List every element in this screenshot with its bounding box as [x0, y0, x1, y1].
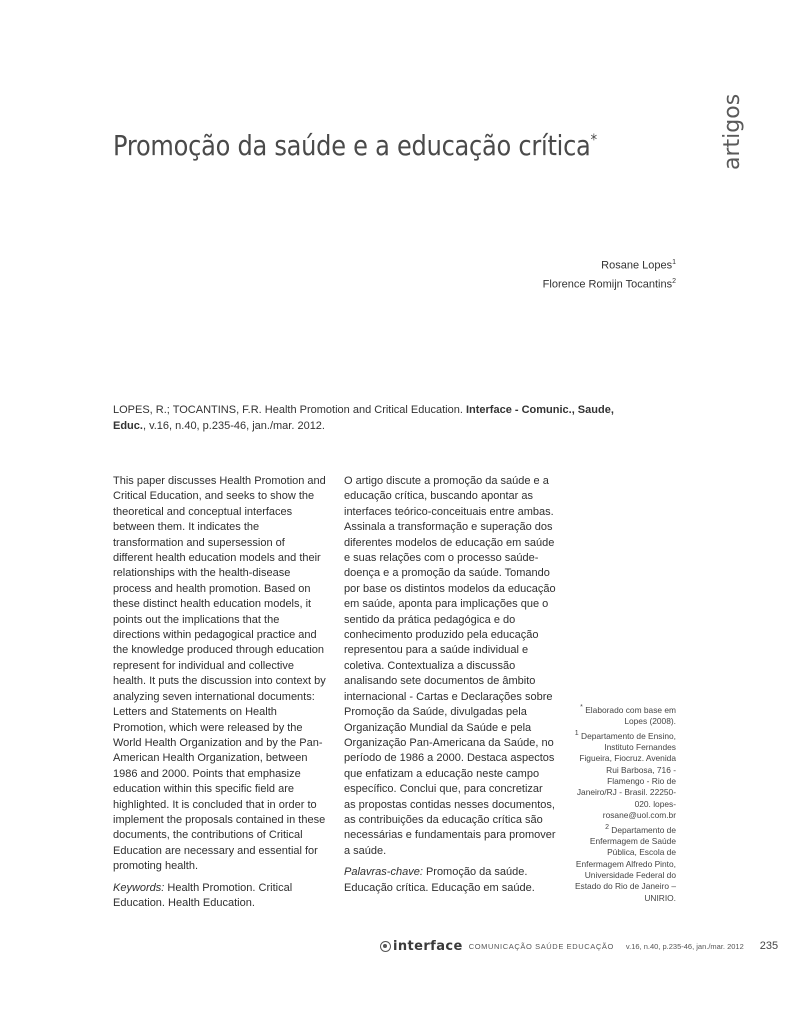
footnote-mark: * — [580, 704, 583, 711]
citation — [113, 402, 633, 434]
page-footer — [380, 938, 778, 954]
footnote-mark: 2 — [605, 823, 609, 831]
keywords-label: Palavras-chave: — [344, 866, 423, 879]
journal-subtitle: COMUNICAÇÃO SAÚDE EDUCAÇÃO — [468, 941, 614, 951]
footnote-text: Departamento de Ensino, Instituto Fernandes Figueira, Fiocruz. Avenida Rui Barbosa, 716 - Flamengo - Rio de Janeiro/RJ - Brasil. 22250-020. lopes-rosane@uol.com.br — [576, 730, 676, 821]
author-mark: 2 — [672, 277, 676, 285]
author — [543, 274, 676, 293]
author-name: Rosane Lopes — [601, 259, 673, 272]
keywords — [113, 881, 327, 912]
author-mark: 1 — [672, 259, 676, 266]
keywords-label: Keywords: — [113, 881, 165, 894]
footnote-mark: 1 — [574, 729, 579, 737]
keywords — [344, 865, 556, 896]
footnote-text: Elaborado com base em Lopes (2008). — [585, 704, 676, 727]
title-text: Promoção da saúde e a educação crítica — [113, 128, 591, 162]
footnote — [574, 728, 676, 822]
abstract-portuguese — [344, 474, 556, 902]
footnote — [574, 822, 676, 905]
journal-brand: interface — [393, 938, 463, 954]
author-list — [543, 255, 676, 292]
keywords-text: Promoção da saúde. Educação crítica. Educação em saúde. — [344, 866, 535, 894]
citation-prefix: LOPES, R.; TOCANTINS, F.R. Health Promotion and Critical Education. — [113, 404, 466, 416]
interface-logo-icon — [380, 941, 391, 952]
abstract-text: This paper discusses Health Promotion and Critical Education, and seeks to show the theoretical and conceptual interfaces between them. It indicates the transformation and supersession of different health education models and their relationships with the health-disease process and health promotion. Based on these distinct health education models, it points out the implications that the directions within pedagogical practice and the knowledge produced through education represent for individual and collective health. It puts the discussion into context by analyzing seven international documents: Letters and Statements on Health Promotion, which were released by the World Health Organization and by the Pan-American Health Organization, between 1986 and 2000. Points that emphasize education within this specific field are highlighted. It is concluded that in order to implement the proposals contained in these documents, the contributions of Critical Education are necessary and essential for promoting health. — [113, 475, 326, 873]
section-label: artigos — [720, 93, 745, 170]
footnote — [574, 702, 676, 728]
abstract-english — [113, 474, 327, 917]
page-number: 235 — [759, 940, 779, 952]
author-name: Florence Romijn Tocantins — [542, 278, 673, 291]
citation-journal: Interface - Comunic., Saude, Educ. — [113, 404, 614, 432]
issue-info: v.16, n.40, p.235-46, jan./mar. 2012 — [625, 941, 744, 951]
footnotes — [574, 702, 676, 904]
abstract-text: O artigo discute a promoção da saúde e a educação crítica, buscando apontar as interfaces teórico-conceituais entre ambas. Assinala a transformação e superação dos diferentes modelos de educação em saúde e suas relações com o processo saúde-doença e a promoção da saúde. Tomando por base os distintos modelos da educação em saúde, aponta para implicações que o sentido da prática pedagógica e do conhecimento produzido pela educação representou para a saúde individual e coletiva. Contextualiza a discussão analisando sete documentos de âmbito internacional - Cartas e Declarações sobre Promoção da Saúde, divulgadas pela Organização Mundial da Saúde e pela Organização Pan-Americana da Saúde, no período de 1986 a 2000. Destaca aspectos que enfatizam a educação neste campo específico. Conclui que, para concretizar as propostas contidas nesses documentos, as contribuições da educação crítica são necessárias e fundamentais para promover a saúde. — [344, 475, 556, 857]
keywords-text: Health Promotion. Critical Education. Health Education. — [113, 881, 293, 909]
footnote-text: Departamento de Enfermagem de Saúde Pública, Escola de Enfermagem Alfredo Pinto, Universidade Federal do Estado do Rio de Janeiro – UNIRIO. — [574, 824, 676, 903]
author — [543, 255, 676, 274]
citation-suffix: , v.16, n.40, p.235-46, jan./mar. 2012. — [142, 420, 325, 432]
article-title — [113, 129, 597, 162]
title-footnote-mark: * — [590, 130, 597, 149]
